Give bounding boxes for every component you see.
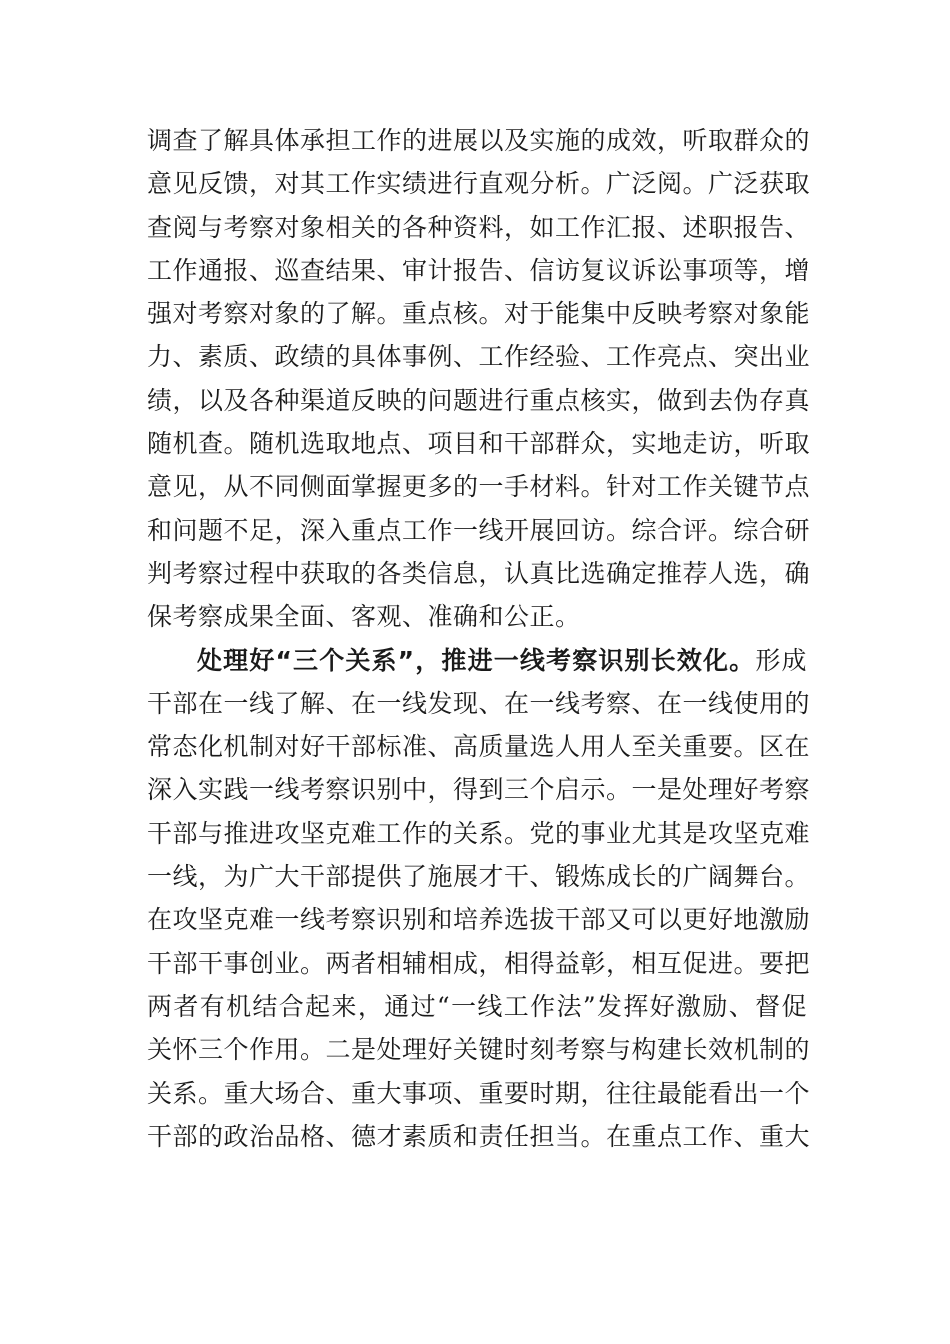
text-line: 深入实践一线考察识别中，得到三个启示。一是处理好考察: [147, 775, 811, 805]
text-line: 在攻坚克难一线考察识别和培养选拔干部又可以更好地激励: [147, 905, 811, 935]
text-line: 干部的政治品格、德才素质和责任担当。在重点工作、重大: [147, 1121, 811, 1151]
text-line: 和问题不足，深入重点工作一线开展回访。综合评。综合研: [147, 515, 811, 545]
text-line: 关系。重大场合、重大事项、重要时期，往往最能看出一个: [147, 1078, 811, 1108]
text-line: 力、素质、政绩的具体事例、工作经验、工作亮点、突出业: [147, 342, 811, 372]
paragraph-1: [147, 119, 811, 639]
section-heading: 处理好“三个关系”，推进一线考察识别长效化。: [197, 645, 756, 675]
text-run: 形成: [755, 645, 807, 675]
text-line: 绩，以及各种渠道反映的问题进行重点核实，做到去伪存真: [147, 385, 811, 415]
text-line: 一线，为广大干部提供了施展才干、锻炼成长的广阔舞台。: [147, 862, 811, 892]
text-line: 关怀三个作用。二是处理好关键时刻考察与构建长效机制的: [147, 1035, 811, 1065]
text-line: 调查了解具体承担工作的进展以及实施的成效，听取群众的: [147, 126, 811, 155]
text-line: 干部与推进攻坚克难工作的关系。党的事业尤其是攻坚克难: [147, 818, 811, 848]
text-line: 保考察成果全面、客观、准确和公正。: [147, 602, 581, 632]
paragraph-2: [147, 639, 811, 1159]
text-line: 干部在一线了解、在一线发现、在一线考察、在一线使用的: [147, 688, 811, 718]
text-line: 两者有机结合起来，通过“一线工作法”发挥好激励、督促: [147, 991, 807, 1021]
text-line: 判考察过程中获取的各类信息，认真比选确定推荐人选，确: [147, 558, 811, 588]
text-line: 意见反馈，对其工作实绩进行直观分析。广泛阅。广泛获取: [147, 169, 811, 199]
text-line: 意见，从不同侧面掌握更多的一手材料。针对工作关键节点: [147, 472, 811, 502]
text-line: 强对考察对象的了解。重点核。对于能集中反映考察对象能: [147, 299, 811, 329]
text-line: 常态化机制对好干部标准、高质量选人用人至关重要。区在: [147, 732, 811, 762]
text-line: 随机查。随机选取地点、项目和干部群众，实地走访，听取: [147, 429, 811, 459]
text-line: 工作通报、巡查结果、审计报告、信访复议诉讼事项等，增: [147, 255, 811, 285]
text-line: 干部干事创业。两者相辅相成，相得益彰，相互促进。要把: [147, 948, 811, 978]
document-body: [147, 119, 811, 1158]
text-line: 查阅与考察对象相关的各种资料，如工作汇报、述职报告、: [147, 212, 811, 242]
paragraph-2-first-line: [147, 639, 807, 682]
